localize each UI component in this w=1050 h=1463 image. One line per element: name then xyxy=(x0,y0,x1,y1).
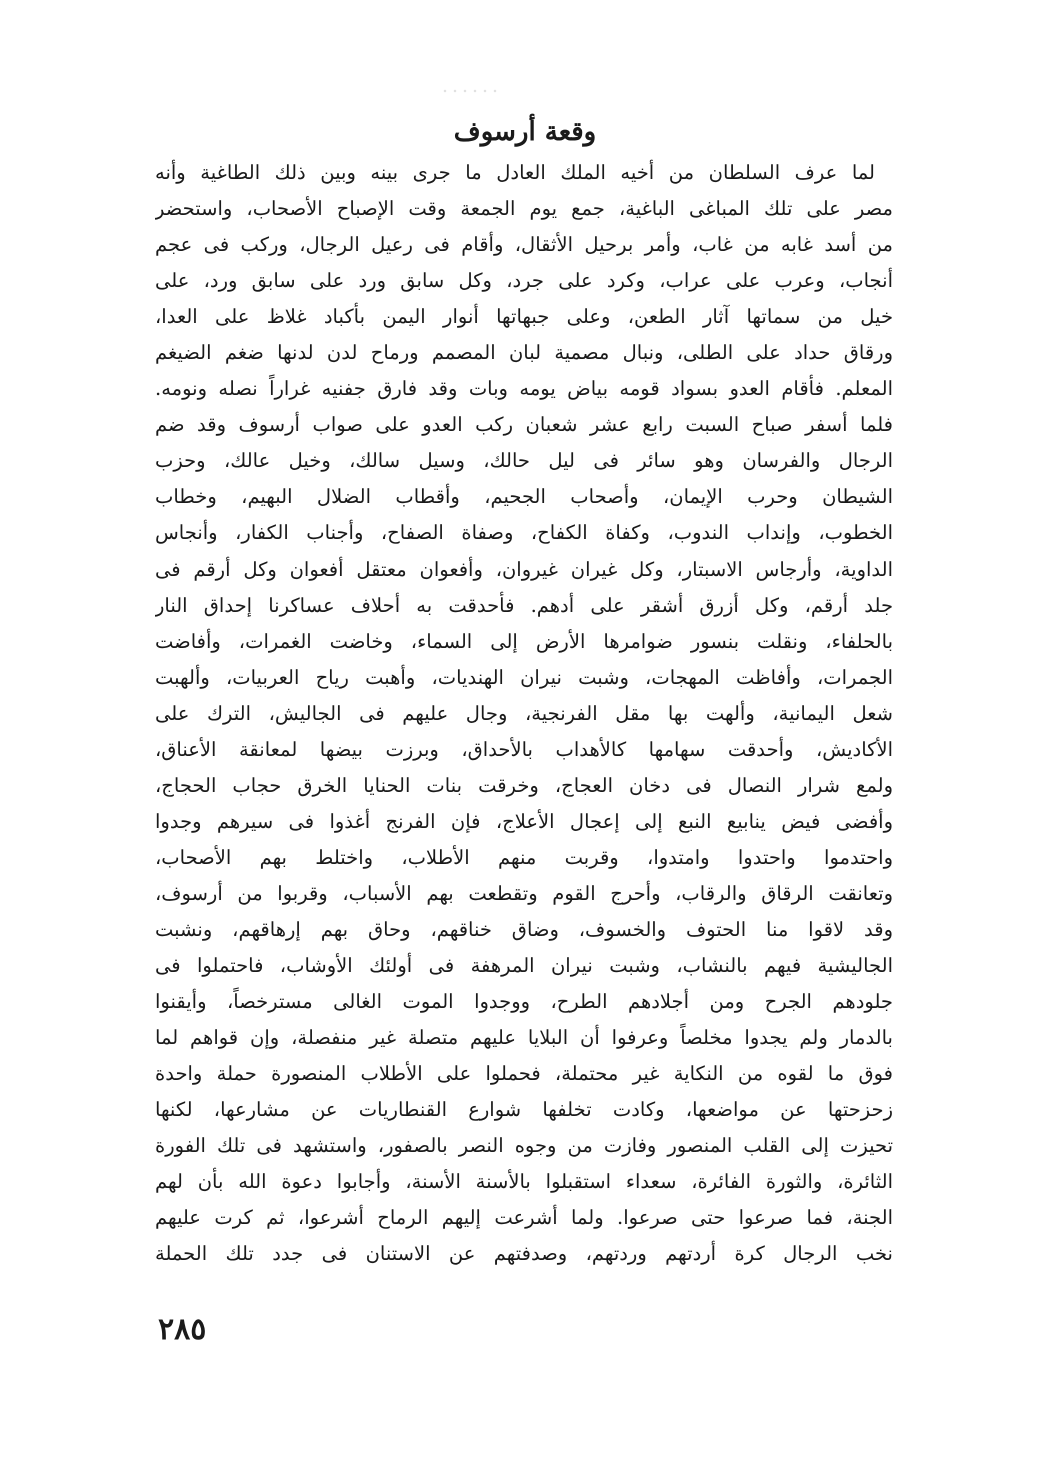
text-line: الرجال والفرسان وهو سائر فى ليل حالك، وسيل سالك، وخيل عالك، وحزب xyxy=(155,449,893,473)
text-line: بالدمار ولم يجدوا مخلصاً وعرفوا أن البلايا عليهم متصلة غير منفصلة، وإن قواهم لما xyxy=(155,1026,893,1050)
text-line: ولمع شرار النصال فى دخان العجاج، وخرقت بنات الحنايا الخرق حجاب الحجاج، xyxy=(155,773,893,797)
text-line: الداوية، وأرجاس الاسبتار، وكل غيران غيروان، وأفعوان معتقل أفعوان وكل أرقم فى xyxy=(155,557,893,581)
text-line: الثائرة، والثورة الفائرة، سعداء استقبلوا بالأسنة الأسنة، وأجابوا دعوة الله بأن لهم xyxy=(155,1170,893,1194)
text-line: الجنة، فما صرعوا حتى صرعوا. ولما أشرعت إليهم الرماح أشرعوا، ثم كرت عليهم xyxy=(155,1206,893,1230)
text-line: خيل من سماتها آثار الطعن، وعلى جبهاتها أنوار اليمن بأكباد غلاظ على العدا، xyxy=(155,305,893,329)
text-line: من أسد غابه من غاب، وأمر برحيل الأثقال، وأقام فى رعيل الرجال، وركب فى عجم xyxy=(155,233,893,257)
text-line: جلد أرقم، وكل أزرق أشقر على أدهم. فأحدقت به أحلاف عساكرنا إحداق النار xyxy=(155,593,893,617)
text-line: أنجاب، وعرب على عراب، وكرد على جرد، وكل سابق ورد على سابق ورد، على xyxy=(155,269,893,293)
text-line: وأفضى فيض ينابيع النبع إلى إعجال الأعلاج، فإن الفرنج أغذوا فى سيرهم وجدوا xyxy=(155,809,893,833)
page-number: ٢٨٥ xyxy=(158,1312,207,1347)
text-line: مصر على تلك المباغى الباغية، جمع يوم الجمعة وقت الإصباح الأصحاب، واستحضر xyxy=(155,197,893,221)
text-line: تحيزت إلى القلب المنصور وفازت من وجوه النصر بالصفور، واستشهد فى تلك الفورة xyxy=(155,1134,893,1158)
text-line: المعلم. فأقام العدو بسواد قومه بياض يومه وبات وقد فارق جفنيه غراراً نصله ونومه. xyxy=(155,377,893,401)
text-line: جلودهم الجرح ومن أجلادهم الطرح، ووجدوا الموت الغالى مسترخصاً، وأيقنوا xyxy=(155,990,893,1014)
text-line: بالحلفاء، ونقلت بنسور ضوامرها الأرض إلى السماء، وخاضت الغمرات، وأفاضت xyxy=(155,629,893,653)
text-line: نخب الرجال كرة أردتهم وردتهم، وصدفتهم عن الاستنان فى جدد تلك الحملة xyxy=(155,1242,893,1266)
text-line: الخطوب، وإنداب الندوب، وكفاة الكفاح، وصفاة الصفاح، وأجناب الكفار، وأنجاس xyxy=(155,521,893,545)
text-line: واحتدموا واحتدوا وامتدوا، وقربت منهم الأطلاب، واختلط بهم الأصحاب، xyxy=(155,845,893,869)
text-line: لما عرف السلطان من أخيه الملك العادل ما جرى بينه وبين ذلك الطاغية وأنه xyxy=(155,161,875,184)
page-speckles xyxy=(440,88,500,94)
text-line: وتعانقت الرقاق والرقاب، وأحرج القوم وتقطعت بهم الأسباب، وقربوا من أرسوف، xyxy=(155,881,893,905)
text-line: فوق ما لقوه من النكاية غير محتملة، فحملوا على الأطلاب المنصورة حملة واحدة xyxy=(155,1062,893,1086)
section-title: وقعة أرسوف xyxy=(453,117,597,147)
text-line: وقد لاقوا منا الحتوف والخسوف، وضاق خناقهم، وحاق بهم إرهاقهم، ونشبت xyxy=(155,917,893,941)
text-line: ورقاق حداد على الطلى، ونبال مصمية لبان المصمم ورماح لدن لدنها ضغم الضيغم xyxy=(155,341,893,365)
text-line: الجاليشية فيهم بالنشاب، وشبت نيران المرهفة فى أولئك الأوشاب، فاحتملوا فى xyxy=(155,954,893,978)
text-line: زحزحتها عن مواضعها، وكادت تخلفها شوارع القنطاريات عن مشارعها، لكنها xyxy=(155,1098,893,1122)
text-line: الشيطان وحرب الإيمان، وأصحاب الجحيم، وأقطاب الضلال البهيم، وخطاب xyxy=(155,485,893,509)
text-line: الأكاديش، وأحدقت سهامها كالأهداب بالأحداق، وبرزت بيضها لمعانقة الأعناق، xyxy=(155,737,893,761)
text-line: الجمرات، وأفاظت المهجات، وشبت نيران الهنديات، وأهبت رياح العربيات، وألهبت xyxy=(155,665,893,689)
text-line: فلما أسفر صباح السبت رابع عشر شعبان ركب العدو على صواب أرسوف وقد ضم xyxy=(155,413,893,437)
text-line: شعل اليمانية، وألهت بها مقل الفرنجية، وجال عليهم فى الجاليش، الترك على xyxy=(155,701,893,725)
body-text xyxy=(155,155,893,1272)
